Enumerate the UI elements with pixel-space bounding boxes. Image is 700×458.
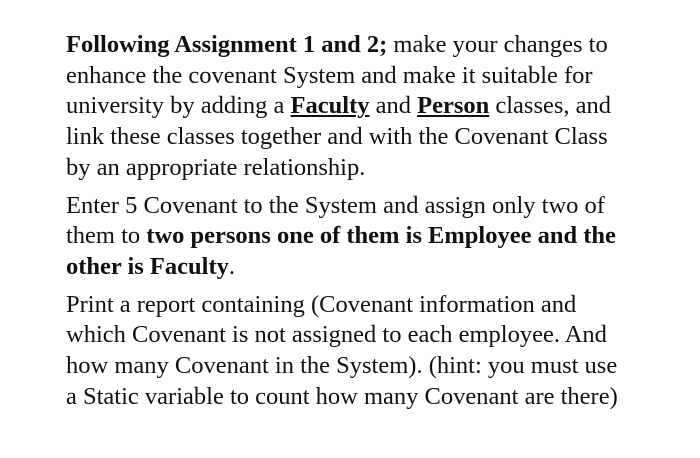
text-line <box>66 61 686 92</box>
text-run: Print a report containing (Covenant information and <box>66 290 577 318</box>
paragraph-requirements <box>66 30 686 184</box>
text-line <box>66 153 686 184</box>
text-run: a Static variable to count how many Covenant are there) <box>66 382 618 410</box>
emphasized-term: Faculty <box>290 92 370 120</box>
paragraph-covenant-entry <box>66 191 686 283</box>
text-run: Enter 5 Covenant to the System and assign only two of <box>66 191 605 219</box>
text-run: which Covenant is not assigned to each employee. And <box>66 321 607 349</box>
text-line <box>66 221 686 252</box>
assignment-document <box>66 30 686 412</box>
text-line <box>66 30 686 61</box>
text-line <box>66 191 686 222</box>
text-line <box>66 290 686 321</box>
text-run: enhance the covenant System and make it suitable for <box>66 61 593 89</box>
text-line <box>66 320 686 351</box>
text-line <box>66 382 686 413</box>
text-run: and <box>369 92 418 120</box>
text-run: them to <box>66 222 147 250</box>
text-run: how many Covenant in the System). (hint: you must use <box>66 352 618 380</box>
text-line <box>66 91 686 122</box>
text-run: . <box>228 252 235 280</box>
bold-text: Following Assignment 1 and 2; <box>66 31 388 58</box>
text-run: by an appropriate relationship. <box>66 153 366 181</box>
bold-text: two persons one of them is Employee and the <box>146 222 616 250</box>
paragraph-report <box>66 290 686 413</box>
text-line <box>66 122 686 153</box>
text-line <box>66 252 686 283</box>
text-line <box>66 351 686 382</box>
text-run: classes, and <box>489 92 612 120</box>
emphasized-term: Person <box>417 92 490 120</box>
text-run: make your changes to <box>387 31 608 58</box>
bold-text: other is Faculty <box>66 252 229 280</box>
text-run: link these classes together and with the Covenant Class <box>66 123 608 151</box>
text-run: university by adding a <box>66 92 291 120</box>
